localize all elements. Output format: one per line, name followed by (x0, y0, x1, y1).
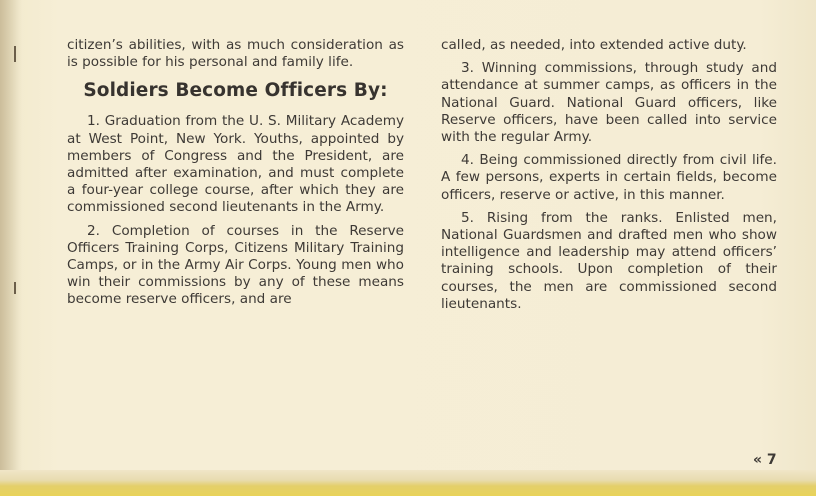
page-number: « 7 (753, 452, 777, 468)
paragraph-3: 3. Winning commissions, through study and attendance at summer camps, as officers in the National Guard. National Guard officers, like Reserve officers, have been called into service with the regular Army. (441, 60, 777, 146)
section-heading: Soldiers Become Officers By: (83, 80, 388, 102)
binding-stitch-mark (14, 282, 16, 294)
paragraph-5: 5. Rising from the ranks. Enlisted men, National Guardsmen and drafted men who show intelligence and leadership may attend officers’ training schools. Upon completion of their courses, the men are commissioned second lieutenants. (441, 209, 777, 312)
left-column (67, 37, 404, 309)
paragraph-2: 2. Completion of courses in the Reserve Officers Training Corps, Citizens Military Training Camps, or in the Army Air Corps. Young men who win their commissions by any of these means become reserve officers, and are (67, 222, 404, 308)
right-column (441, 37, 777, 313)
intro-text: citizen’s abilities, with as much consideration as is possible for his personal and family life. (67, 37, 404, 71)
paragraph-1: 1. Graduation from the U. S. Military Academy at West Point, New York. Youths, appointed by members of Congress and the President, are admitted after examination, and must complete a four-year college course, after which they are commissioned second lieutenants in the Army. (67, 113, 404, 216)
paragraph-4: 4. Being commissioned directly from civil life. A few persons, experts in certain fields, become officers, reserve or active, in this manner. (441, 152, 777, 203)
continuation-text: called, as needed, into extended active duty. (441, 37, 747, 53)
binding-stitch-mark (14, 46, 16, 62)
cover-edge (0, 470, 816, 496)
binding-shadow (0, 0, 22, 484)
